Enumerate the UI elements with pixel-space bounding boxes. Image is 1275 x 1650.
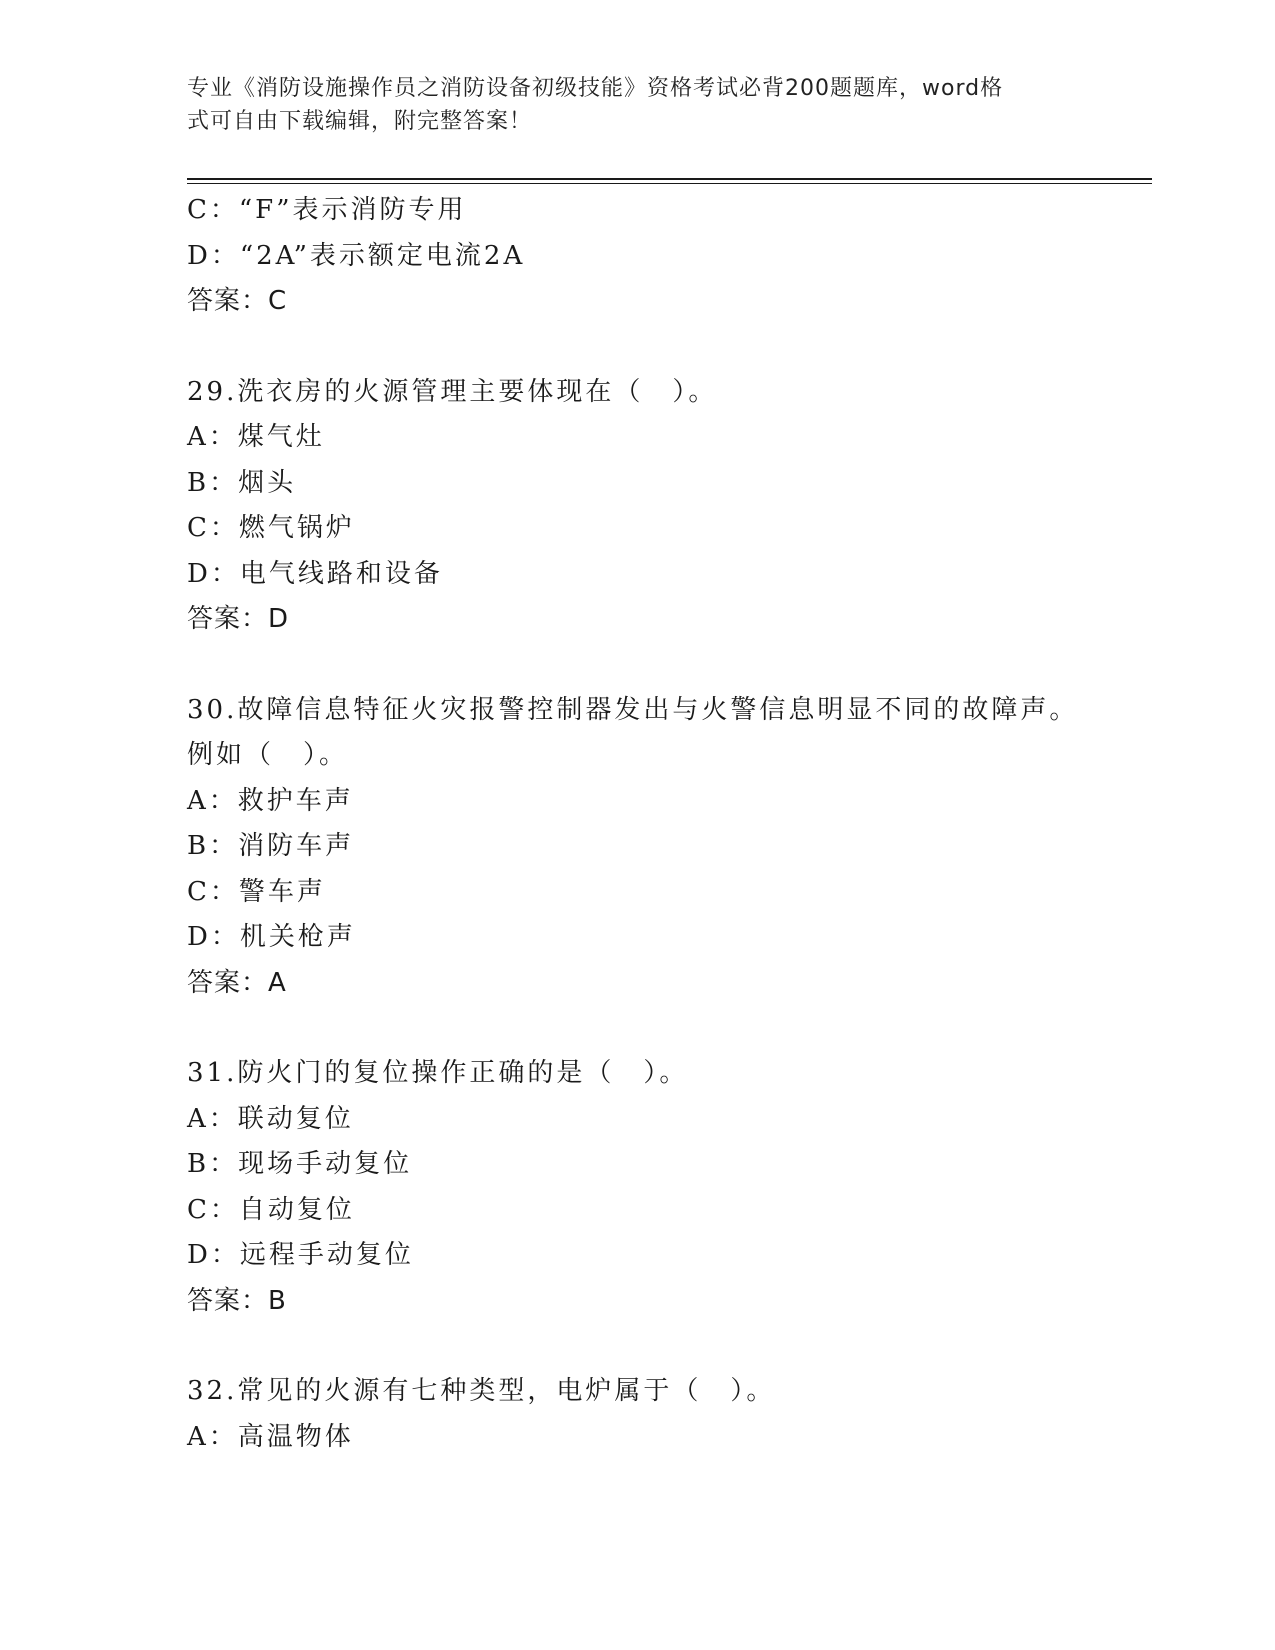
answer-line: 答案：C <box>187 286 288 316</box>
header-divider-thin <box>187 183 1152 184</box>
option-a: A：高温物体 <box>187 1421 354 1452</box>
answer-line: 答案：B <box>187 1285 287 1316</box>
option-a: A：联动复位 <box>187 1103 354 1134</box>
header-divider-thick <box>187 178 1152 180</box>
document-header <box>187 72 1067 138</box>
option-b: B：现场手动复位 <box>187 1149 413 1179</box>
option-a: A：救护车声 <box>187 785 354 816</box>
option-b: B：消防车声 <box>187 831 355 861</box>
carryover-block <box>187 188 1067 325</box>
option-c: C：自动复位 <box>187 1194 355 1225</box>
answer-line: 答案：D <box>187 604 290 634</box>
question-text: 31.防火门的复位操作正确的是（ ）。 <box>187 1058 689 1088</box>
question-text: 32.常见的火源有七种类型，电炉属于（ ）。 <box>187 1376 776 1406</box>
header-line-2: 式可自由下载编辑，附完整答案！ <box>187 109 533 134</box>
question-text: 29.洗衣房的火源管理主要体现在（ ）。 <box>187 376 718 407</box>
question-content <box>187 188 1079 1460</box>
option-c: C：警车声 <box>187 876 326 907</box>
option-d: D：机关枪声 <box>187 922 356 952</box>
question-text-line-1: 30.故障信息特征火灾报警控制器发出与火警信息明显不同的故障声。 <box>187 694 1079 725</box>
question-text-line-2: 例如（ ）。 <box>187 740 349 770</box>
question-29 <box>187 370 1067 643</box>
option-d: D：“2A”表示额定电流2A <box>187 240 526 271</box>
answer-line: 答案：A <box>187 967 287 998</box>
question-31 <box>187 1051 1067 1324</box>
option-b: B：烟头 <box>187 467 297 498</box>
question-30 <box>187 688 1079 1007</box>
option-c: C：燃气锅炉 <box>187 513 355 543</box>
question-32 <box>187 1369 1067 1460</box>
option-c: C：“F”表示消防专用 <box>187 195 467 225</box>
option-d: D：远程手动复位 <box>187 1240 414 1270</box>
option-a: A：煤气灶 <box>187 422 325 452</box>
option-d: D：电气线路和设备 <box>187 558 443 589</box>
header-line-1: 专业《消防设施操作员之消防设备初级技能》资格考试必背200题题库，word格 <box>187 76 1004 101</box>
